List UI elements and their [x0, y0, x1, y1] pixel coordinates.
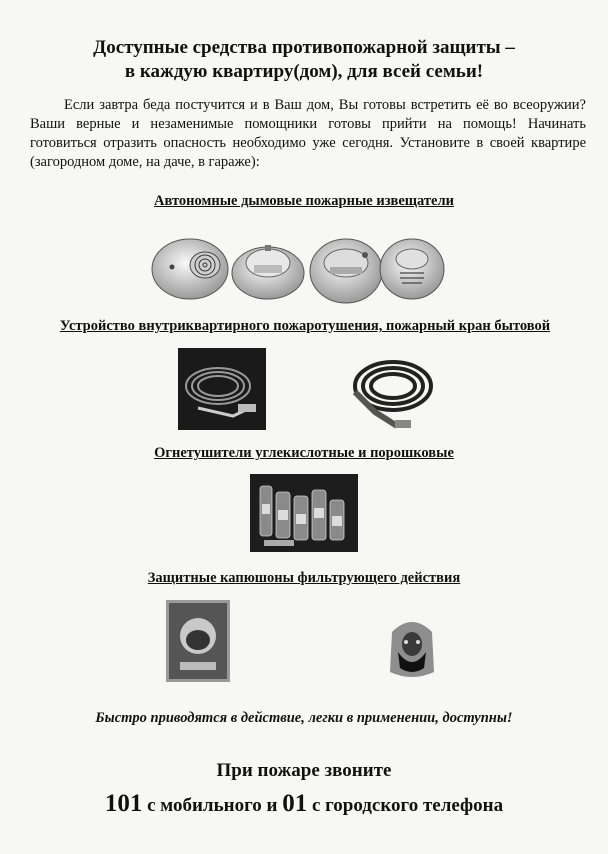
- title-line-2: в каждую квартиру(дом), для всей семьи!: [124, 61, 484, 82]
- mobile-number: 101: [104, 790, 143, 817]
- smoke-detector-1: [152, 239, 228, 299]
- heading-smoke-detectors: Автономные дымовые пожарные извещатели: [154, 193, 454, 209]
- call-line-2: [0, 790, 608, 818]
- slogan: Быстро приводятся в действие, легки в применении, доступны!: [95, 710, 513, 726]
- title-line-1: Доступные средства противопожарной защиты –: [93, 37, 515, 58]
- smoke-detector-2: [232, 245, 304, 299]
- hood-mask-photo: [384, 612, 440, 682]
- heading-extinguishers: Огнетушители углекислотные и порошковые: [154, 445, 454, 461]
- extinguishers-photo: [250, 474, 358, 552]
- landline-number: 01: [282, 790, 308, 817]
- heading-hoods: Защитные капюшоны фильтрующего действия: [147, 570, 461, 586]
- heading-fire-hose: Устройство внутриквартирного пожаротушения, пожарный кран бытовой: [59, 318, 551, 334]
- smoke-detector-3: [310, 239, 382, 303]
- smoke-detector-4: [380, 239, 444, 299]
- hood-package-photo: [166, 600, 230, 682]
- call-line-1: При пожаре звоните: [216, 760, 392, 781]
- smoke-detectors-photo: [150, 225, 445, 305]
- call-mid-text: с мобильного и: [142, 795, 283, 816]
- intro-paragraph: Если завтра беда постучится и в Ваш дом, Вы готовы встретить её во всеоружии? Ваши верные и незаменимые помощники готовы прийти на помощь! Начинать готовиться отразить опасность необходимо уже сегодня. Установите в своей квартире (загородном доме, на даче, в гараже):: [30, 97, 586, 170]
- hose-photo-2: [345, 352, 435, 432]
- call-tail-text: с городского телефона: [307, 795, 504, 816]
- hose-photo-1: [178, 348, 266, 430]
